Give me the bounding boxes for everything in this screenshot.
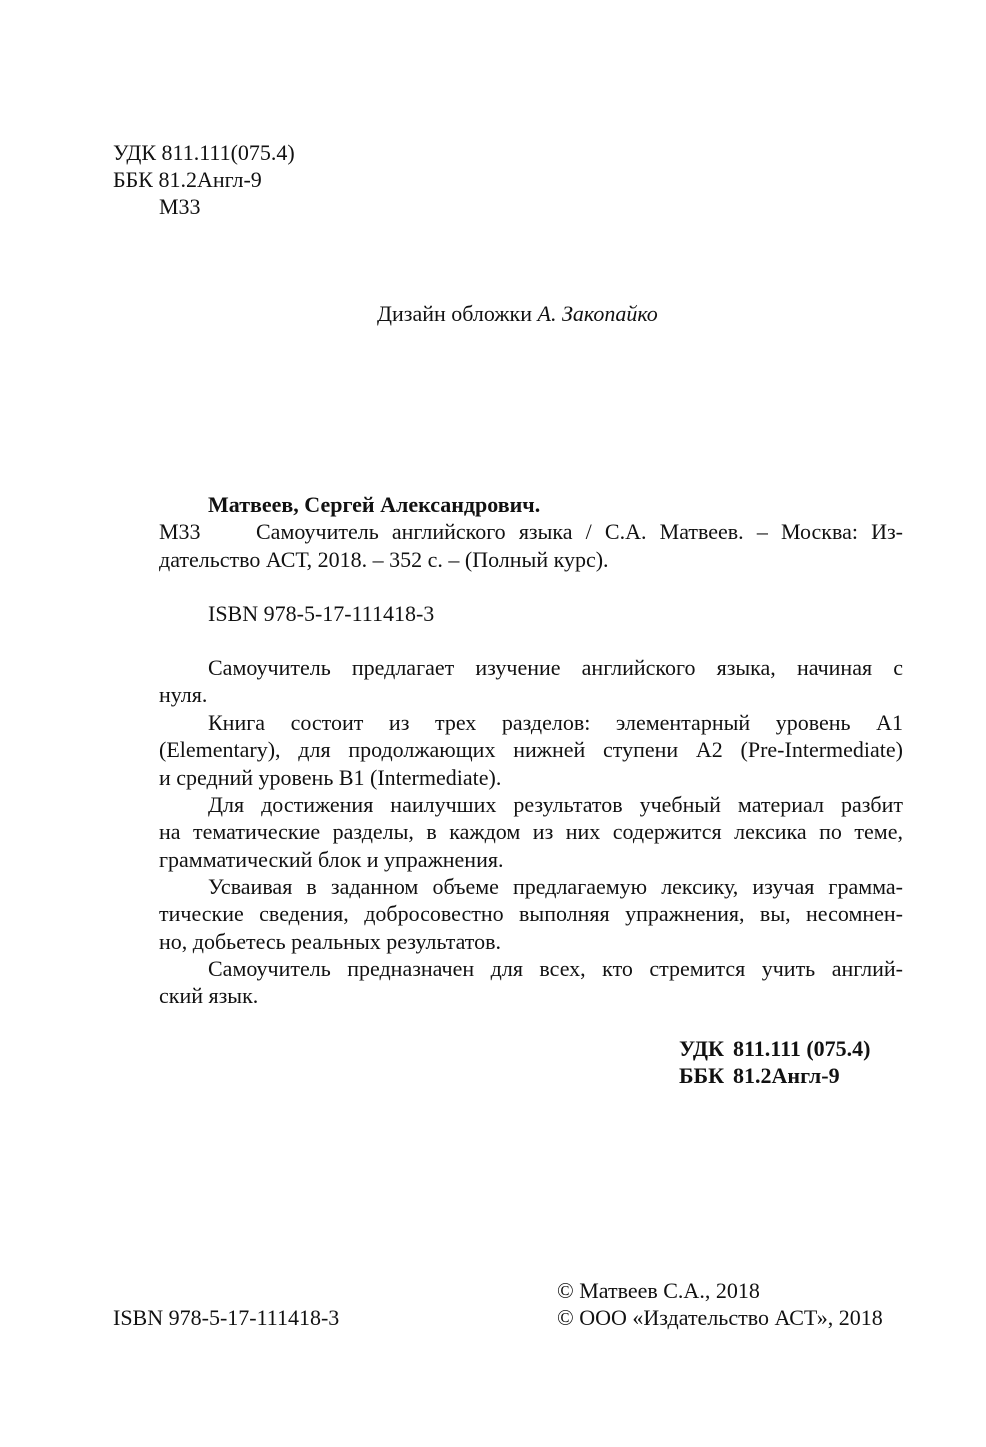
- annotation-line: но, добьетесь реальных результатов.: [159, 928, 501, 954]
- annotation-paragraph: [159, 955, 903, 1010]
- bbk-code: ББК 81.2Англ-9: [113, 167, 262, 192]
- cover-design-credit: [377, 300, 658, 327]
- cover-designer-name: А. Закопайко: [537, 301, 658, 326]
- udk-value: 811.111 (075.4): [733, 1036, 871, 1061]
- annotation-paragraph: [159, 654, 903, 709]
- entry-line: Самоучитель английского языка / С.А. Матвеев. – Москва: Из-: [256, 519, 903, 544]
- annotation-line: Самоучитель предназначен для всех, кто стремится учить англий-: [208, 956, 903, 981]
- copyright-publisher: © ООО «Издательство АСТ», 2018: [557, 1305, 883, 1330]
- bbk-value: 81.2Англ-9: [733, 1063, 840, 1088]
- annotation-line: Для достижения наилучших результатов учебный материал разбит: [208, 792, 903, 817]
- entry-author: Матвеев, Сергей Александрович.: [208, 492, 541, 517]
- annotation-line: Самоучитель предлагает изучение английского языка, начиная с: [208, 655, 903, 680]
- annotation-line: Книга состоит из трех разделов: элементарный уровень A1: [208, 710, 903, 735]
- annotation-line: нуля.: [159, 682, 208, 708]
- annotation-line: Усваивая в заданном объеме предлагаемую лексику, изучая грамма-: [208, 874, 903, 899]
- annotation-paragraph: [159, 709, 903, 791]
- annotation-line: ский язык.: [159, 983, 259, 1009]
- entry-isbn: ISBN 978-5-17-111418-3: [208, 601, 435, 626]
- entry-author-mark: М33: [159, 519, 201, 544]
- annotation-line: и средний уровень B1 (Intermediate).: [159, 764, 502, 790]
- udk-code: УДК 811.111(075.4): [113, 140, 295, 165]
- bibliographic-entry: [159, 518, 903, 573]
- author-mark: М33: [159, 194, 201, 219]
- classification-udk: [679, 1035, 871, 1062]
- classification-bbk: [679, 1062, 840, 1089]
- annotation-line: тические сведения, добросовестно выполняя упражнения, вы, несомнен-: [159, 901, 903, 927]
- entry-line: дательство АСТ, 2018. – 352 с. – (Полный курс).: [159, 546, 609, 572]
- annotation-line: на тематические разделы, в каждом из них содержится лексика по теме,: [159, 819, 903, 845]
- annotation-line: (Elementary), для продолжающих нижней ступени A2 (Pre-Intermediate): [159, 737, 903, 763]
- copyright-author: © Матвеев С.А., 2018: [557, 1278, 760, 1303]
- annotation-paragraph: [159, 873, 903, 955]
- footer-isbn: ISBN 978-5-17-111418-3: [113, 1305, 340, 1330]
- annotation-line: грамматический блок и упражнения.: [159, 846, 504, 872]
- udk-label: УДК: [679, 1036, 725, 1061]
- cover-design-label: Дизайн обложки: [377, 301, 533, 326]
- annotation-paragraph: [159, 791, 903, 873]
- bbk-label: ББК: [679, 1063, 725, 1088]
